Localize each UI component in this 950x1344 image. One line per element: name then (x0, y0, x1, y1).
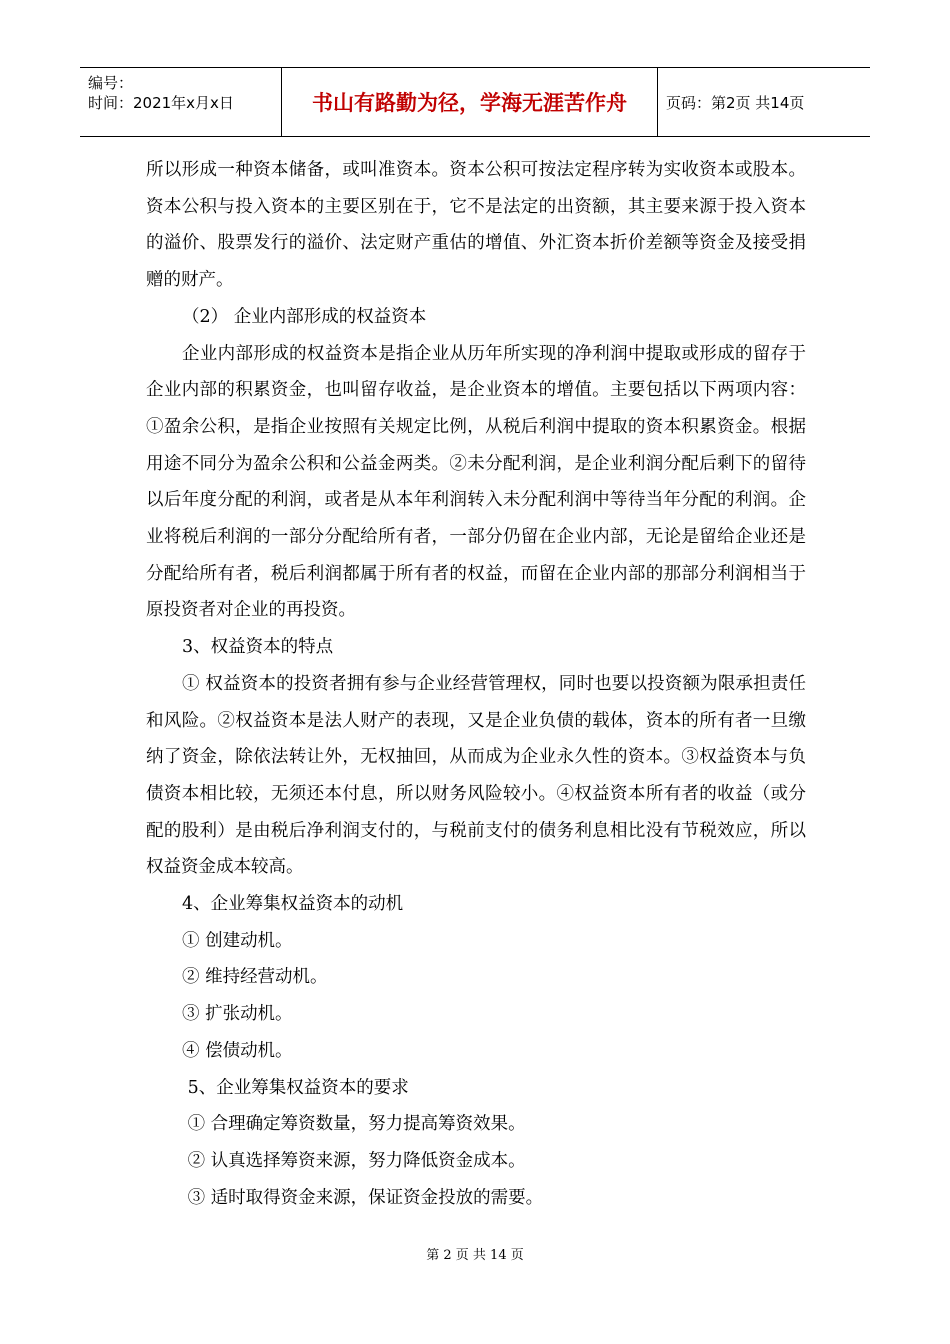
heading-motives: 4、企业筹集权益资本的动机 (182, 894, 404, 915)
list-item-requirement: ② 认真选择筹资来源，努力降低资金成本。 (182, 1150, 526, 1171)
heading-equity-features: 3、权益资本的特点 (182, 637, 334, 658)
heading-requirements: 5、企业筹集权益资本的要求 (182, 1077, 409, 1098)
list-item-motive: ② 维持经营动机。 (182, 967, 328, 988)
paragraph-internal-equity: 企业内部形成的权益资本是指企业从历年所实现的净利润中提取或形成的留存于企业内部的积累资金，也叫留存收益，是企业资本的增值。主要包括以下两项内容：①盈余公积，是指企业按照有关规定比例，从税后利润中提取的资本积累资金。根据用途不同分为盈余公积和公益金两类。②未分配利润，是企业利润分配后剩下的留待以后年度分配的利润，或者是从本年利润转入未分配利润中等待当年分配的利润。企业将税后利润的一部分分配给所有者，一部分仍留在企业内部，无论是留给企业还是分配给所有者，税后利润都属于所有者的权益，而留在企业内部的那部分利润相当于原投资者对企业的再投资。 (146, 343, 806, 621)
header-info-cell (80, 68, 282, 136)
paragraph-capital-reserve: 所以形成一种资本储备，或叫准资本。资本公积可按法定程序转为实收资本或股本。资本公积与投入资本的主要区别在于，它不是法定的出资额，其主要来源于投入资本的溢价、股票发行的溢价、法定财产重估的增值、外汇资本折价差额等资金及接受捐赠的财产。 (146, 160, 806, 291)
heading-internal-equity: （2） 企业内部形成的权益资本 (182, 306, 427, 327)
paragraph-equity-features: ① 权益资本的投资者拥有参与企业经营管理权，同时也要以投资额为限承担责任和风险。②权益资本是法人财产的表现，又是企业负债的载体，资本的所有者一旦缴纳了资金，除依法转让外，无权抽回，从而成为企业永久性的资本。③权益资本与负债资本相比较，无须还本付息，所以财务风险较小。④权益资本所有者的收益（或分配的股利）是由税后净利润支付的，与税前支付的债务利息相比没有节税效应，所以权益资金成本较高。 (146, 673, 806, 878)
time-label: 时间：2021年x月x日 (88, 94, 234, 112)
list-item-motive: ③ 扩张动机。 (182, 1004, 293, 1025)
page-footer: 第 2 页 共 14 页 (426, 1248, 524, 1263)
document-body (146, 152, 806, 1216)
page-header (80, 67, 870, 137)
number-label: 编号： (88, 74, 134, 92)
header-page-info: 页码：第2页 共14页 (666, 93, 805, 112)
list-item-motive: ④ 偿债动机。 (182, 1040, 293, 1061)
list-item-motive: ① 创建动机。 (182, 930, 293, 951)
list-item-requirement: ① 合理确定筹资数量，努力提高筹资效果。 (182, 1114, 526, 1135)
header-motto: 书山有路勤为径，学海无涯苦作舟 (282, 68, 658, 136)
list-item-requirement: ③ 适时取得资金来源，保证资金投放的需要。 (182, 1187, 544, 1208)
